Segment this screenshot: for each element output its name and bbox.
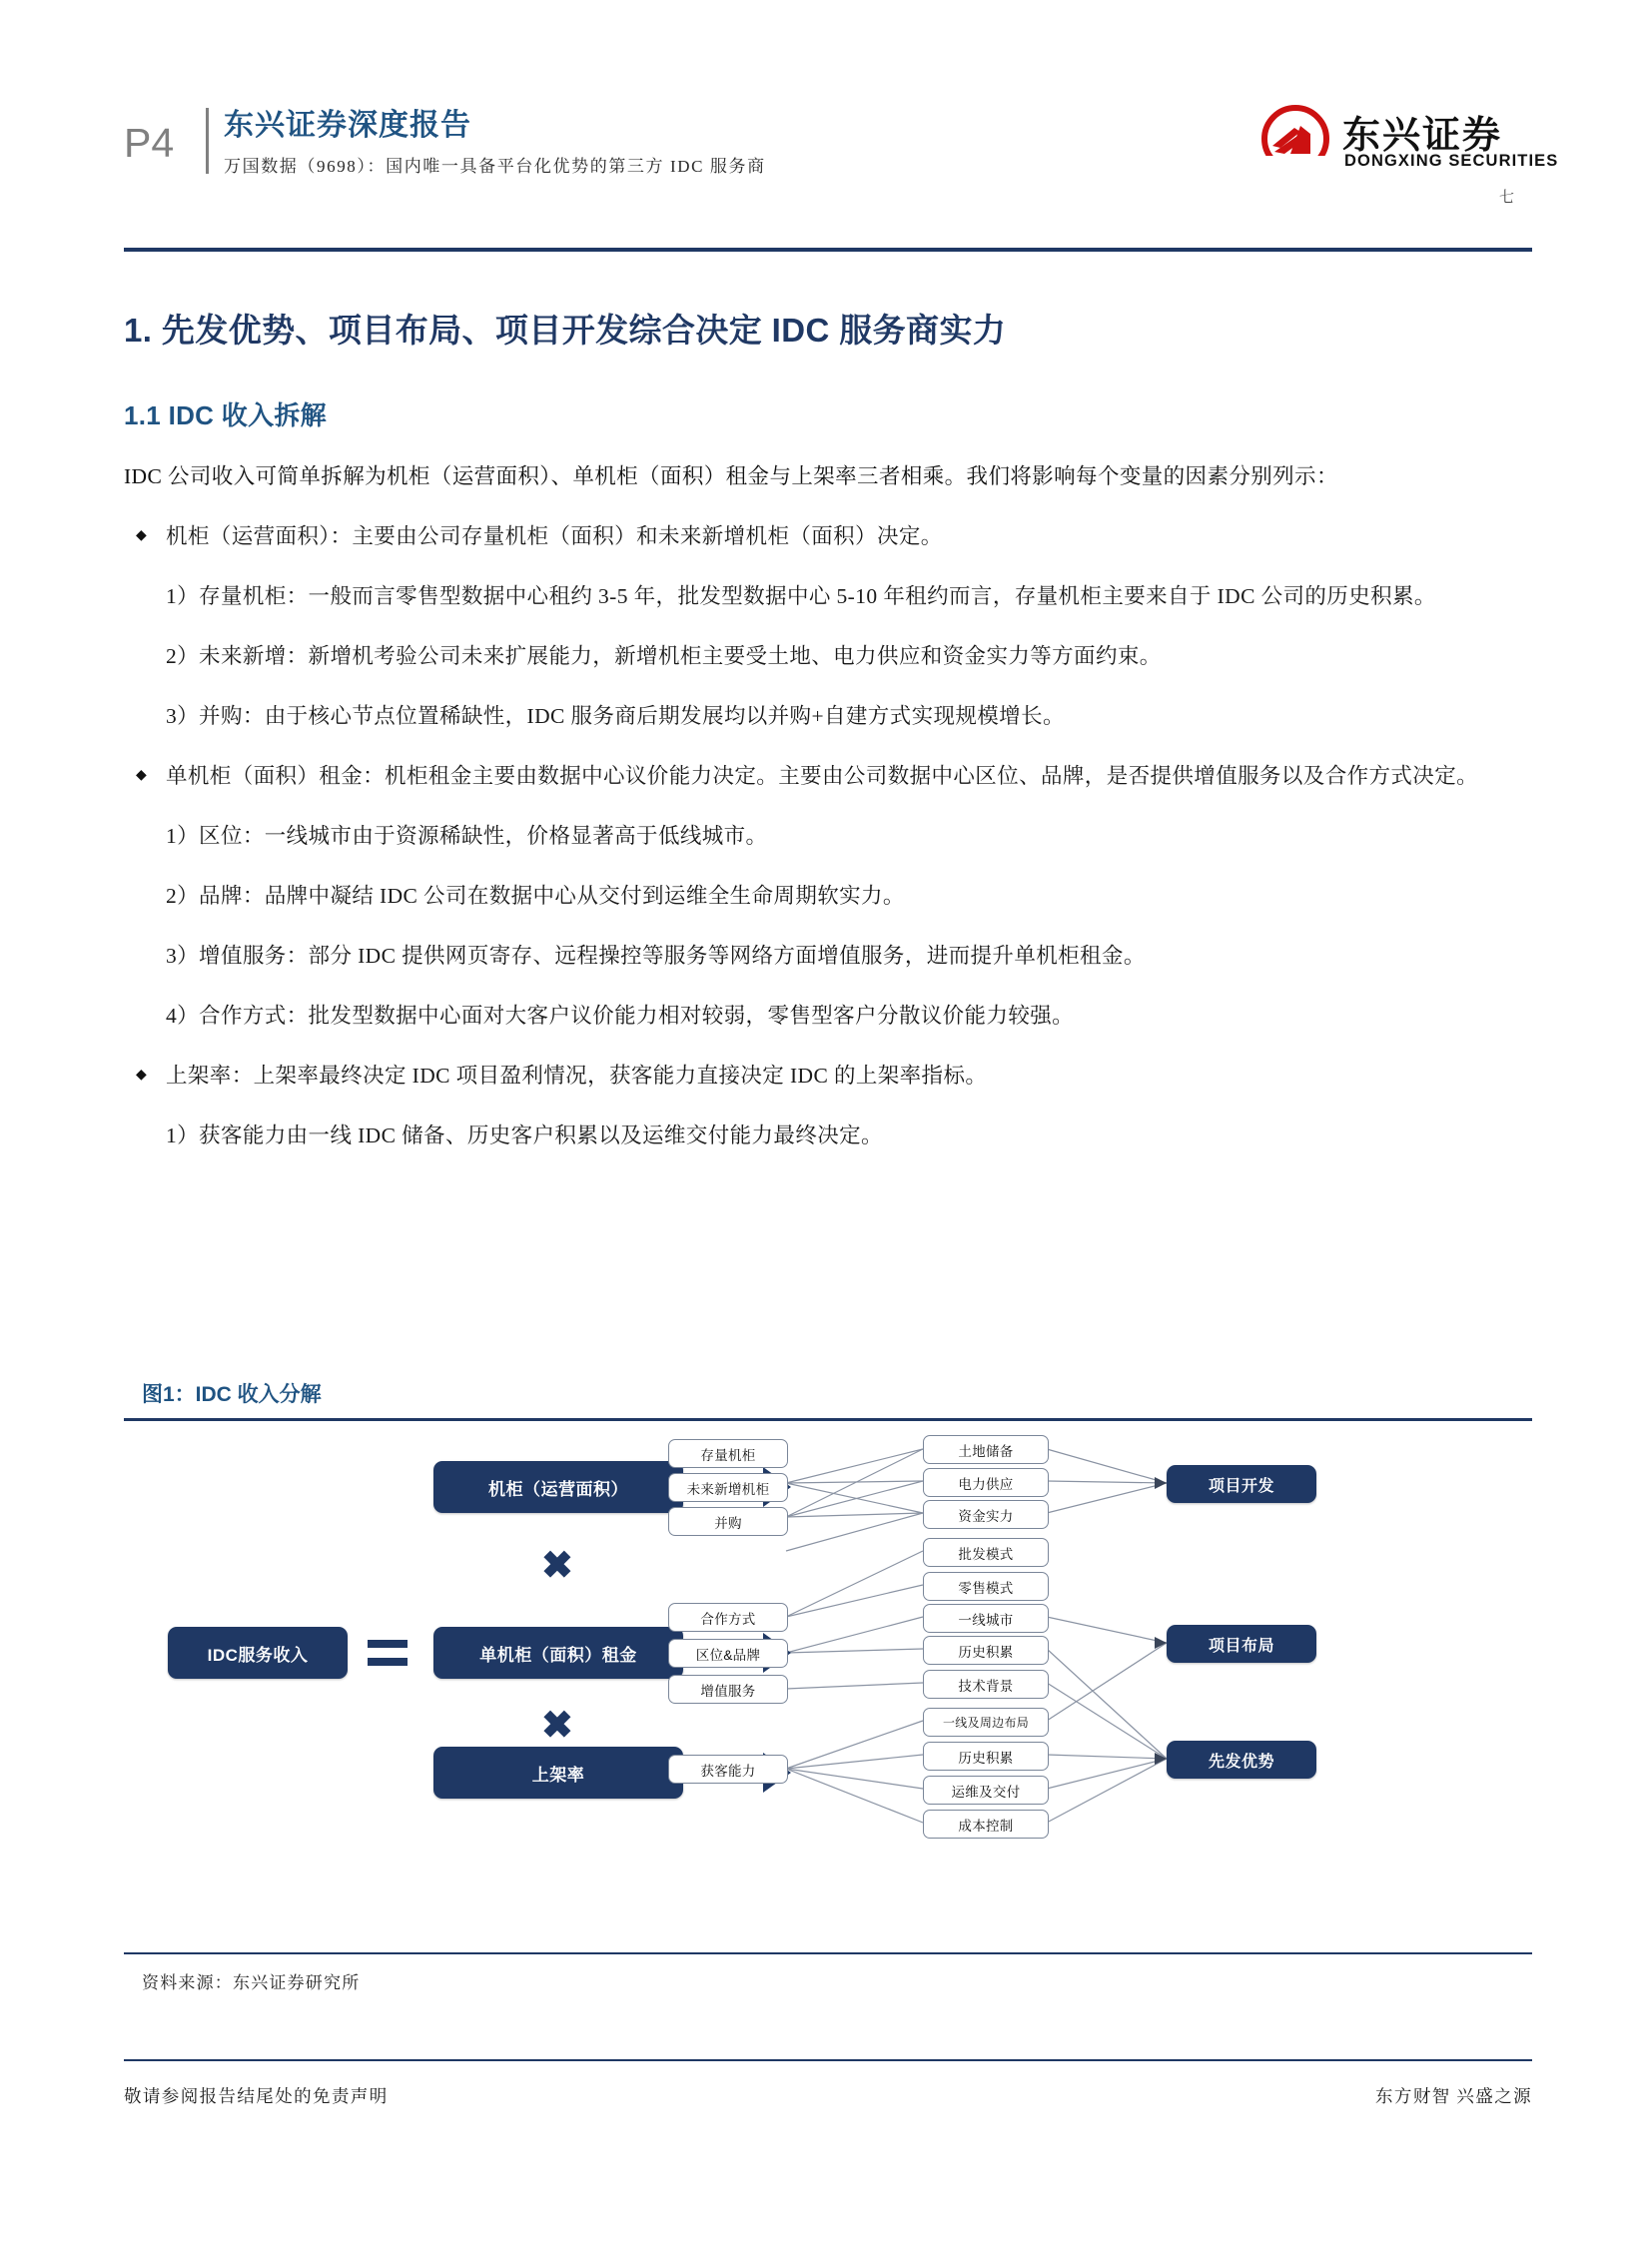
diagram-driver-label: 获客能力 [700,1763,756,1779]
page-mark: 七 [1498,190,1514,206]
diagram-factor-label: 资金实力 [958,1508,1014,1524]
list-item-numbered: 1）存量机柜：一般而言零售型数据中心租约 3-5 年，批发型数据中心 5-10 年租约而言，存量机柜主要来自于 IDC 公司的历史积累。 [166,584,1436,608]
diagram-multiply-sign-2: ✖ [541,1705,573,1747]
list-item-numbered: 1）获客能力由一线 IDC 储备、历史客户积累以及运维交付能力最终决定。 [166,1123,883,1147]
report-subtitle: 万国数据（9698）：国内唯一具备平台化优势的第三方 IDC 服务商 [224,157,766,176]
diagram-factor-box [923,1776,1049,1805]
diagram-factor-label: 历史积累 [958,1750,1014,1766]
diagram-driver-label: 合作方式 [700,1611,756,1627]
diagram-driver-label: 增值服务 [700,1683,756,1699]
diagram-outcome-box [1167,1625,1316,1663]
page-footer [124,2083,1532,2108]
diagram-driver-label: 未来新增机柜 [686,1481,770,1497]
diagram-factor-label: 历史积累 [958,1644,1014,1660]
diagram-factor-label: 成本控制 [958,1818,1014,1834]
diagram-factor-label: 电力供应 [958,1476,1014,1492]
diagram-node-rent-label: 单机柜（面积）租金 [479,1645,637,1665]
diagram-node-cabinet-label: 机柜（运营面积） [488,1479,628,1499]
diagram-factor-box [923,1435,1049,1464]
diagram-factor-box [923,1572,1049,1601]
content-list [124,1055,1532,1097]
diagram-factor-label: 技术背景 [958,1678,1014,1694]
list-item-numbered: 1）区位：一线城市由于资源稀缺性，价格显著高于低线城市。 [166,824,768,848]
diagram-equals-sign [368,1640,408,1666]
page-number-label: P4 [124,120,175,166]
report-title: 东兴证券深度报告 [224,109,471,142]
diagram-driver-label: 存量机柜 [700,1447,756,1463]
list-item-numbered: 2）品牌：品牌中凝结 IDC 公司在数据中心从交付到运维全生命周期软实力。 [166,884,905,908]
diagram-factor-label: 一线城市 [958,1612,1014,1628]
company-logo [1153,100,1559,206]
diagram-driver-box [668,1439,788,1468]
footer-rule [124,2059,1532,2061]
diagram-factor-box [923,1500,1049,1529]
figure-connectors [124,1421,1532,1950]
list-item-numbered: 2）未来新增：新增机考验公司未来扩展能力，新增机柜主要受土地、电力供应和资金实力等方面约束。 [166,644,1162,668]
dongxing-logo-icon [1260,104,1330,174]
figure-title: 图1：IDC 收入分解 [142,1383,322,1406]
figure-bottom-rule [124,1952,1532,1954]
diagram-driver-box [668,1639,788,1668]
list-item-bullet: ◆ 单机柜（面积）租金：机柜租金主要由数据中心议价能力决定。主要由公司数据中心区位、品牌，是否提供增值服务以及合作方式决定。 [124,755,1532,797]
figure-diagram [124,1421,1532,1950]
diagram-driver-label: 区位&品牌 [695,1647,761,1663]
diagram-node-rent [433,1627,683,1679]
diagram-node-revenue [168,1627,348,1679]
diagram-factor-label: 土地储备 [958,1443,1014,1459]
list-item-numbered: 4）合作方式：批发型数据中心面对大客户议价能力相对较弱，零售型客户分散议价能力较强。 [166,1004,1075,1028]
diagram-outcome-label: 项目开发 [1208,1477,1274,1495]
figure-source-note: 资料来源：东兴证券研究所 [142,1973,361,1992]
logo-english-name: DONGXING SECURITIES [1344,152,1559,170]
content-list [124,515,1532,557]
diagram-node-utilization [433,1747,683,1799]
diagram-factor-label: 运维及交付 [951,1784,1021,1800]
list-item-numbered: 3）增值服务：部分 IDC 提供网页寄存、远程操控等服务等网络方面增值服务，进而提升单机柜租金。 [166,944,1146,968]
diagram-multiply-sign-1: ✖ [541,1545,573,1587]
diagram-factor-box [923,1670,1049,1699]
footer-slogan: 东方财智 兴盛之源 [1375,2086,1532,2106]
diagram-driver-box [668,1603,788,1632]
diagram-outcome-box [1167,1741,1316,1779]
subsection-heading: 1.1 IDC 收入拆解 [124,400,327,430]
diagram-node-cabinet [433,1461,683,1513]
diagram-node-utilization-label: 上架率 [531,1765,585,1785]
logo-chinese-name: 东兴证券 [1342,115,1503,157]
diagram-factor-box [923,1810,1049,1839]
diagram-driver-box [668,1755,788,1784]
diagram-factor-box [923,1708,1049,1737]
diagram-factor-box [923,1636,1049,1665]
footer-disclaimer: 敬请参阅报告结尾处的免责声明 [124,2086,389,2106]
diagram-outcome-box [1167,1465,1316,1503]
diagram-factor-label: 一线及周边布局 [942,1716,1030,1730]
diagram-factor-label: 零售模式 [958,1580,1014,1596]
main-content [124,286,1532,1156]
header-rule [124,248,1532,252]
diagram-factor-box [923,1468,1049,1497]
figure-block [124,1378,1532,1993]
diagram-driver-label: 并购 [714,1515,742,1531]
diagram-driver-box [668,1473,788,1502]
diagram-driver-box [668,1675,788,1704]
section-heading: 1. 先发优势、项目布局、项目开发综合决定 IDC 服务商实力 [124,312,1007,349]
diagram-driver-box [668,1507,788,1536]
diagram-outcome-label: 先发优势 [1208,1753,1274,1771]
list-item-bullet: ◆ 机柜（运营面积）：主要由公司存量机柜（面积）和未来新增机柜（面积）决定。 [124,515,1532,557]
diagram-factor-box [923,1604,1049,1633]
diagram-factor-label: 批发模式 [958,1546,1014,1562]
diagram-outcome-label: 项目布局 [1208,1637,1274,1655]
diagram-factor-box [923,1742,1049,1771]
diagram-factor-box [923,1538,1049,1567]
header-text-group [224,108,766,177]
diagram-node-revenue-label: IDC服务收入 [207,1645,309,1665]
page-header [124,108,1559,208]
intro-paragraph: IDC 公司收入可简单拆解为机柜（运营面积）、单机柜（面积）租金与上架率三者相乘。我们将影响每个变量的因素分别列示： [124,464,1338,488]
list-item-bullet: ◆ 上架率：上架率最终决定 IDC 项目盈利情况，获客能力直接决定 IDC 的上架率指标。 [124,1055,1532,1097]
header-divider [206,108,209,174]
list-item-numbered: 3）并购：由于核心节点位置稀缺性，IDC 服务商后期发展均以并购+自建方式实现规模增长。 [166,704,1065,728]
content-list [124,755,1532,797]
